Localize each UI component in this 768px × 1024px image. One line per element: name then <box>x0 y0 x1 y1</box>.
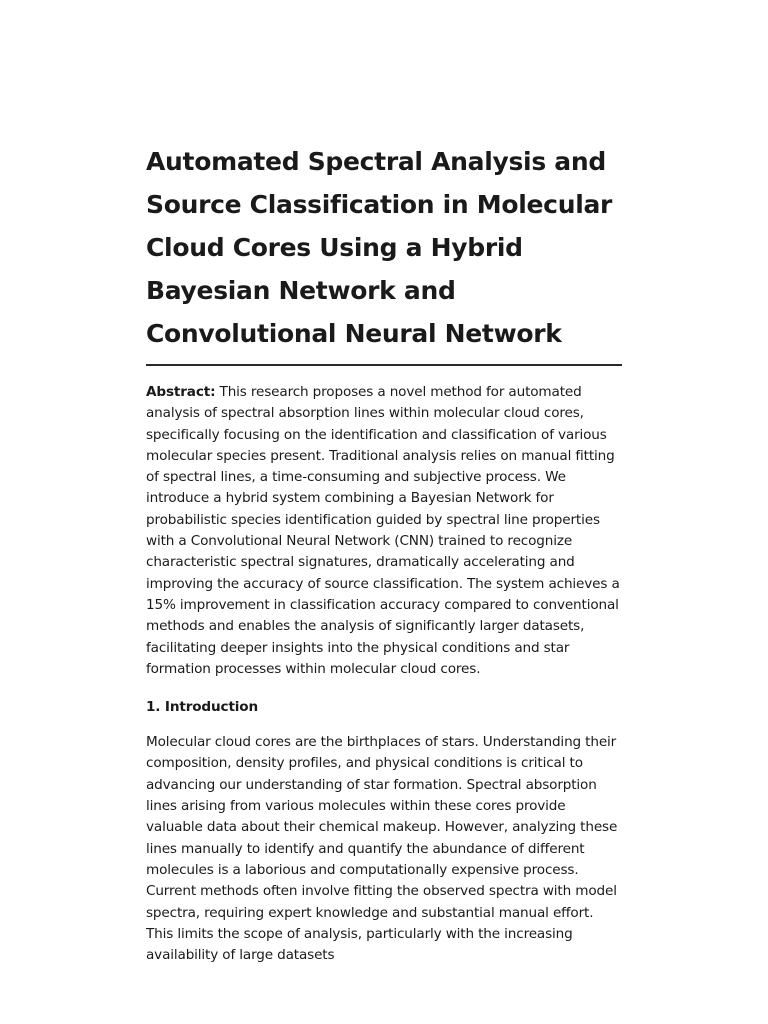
abstract <box>146 382 622 680</box>
title-divider <box>146 364 622 366</box>
abstract-text: This research proposes a novel method for automated analysis of spectral absorption lines within molecular cloud cores, specifically focusing on the identification and classification of various molecular species present. Traditional analysis relies on manual fitting of spectral lines, a time-consuming and subjective process. We introduce a hybrid system combining a Bayesian Network for probabilistic species identification guided by spectral line properties with a Convolutional Neural Network (CNN) trained to recognize characteristic spectral signatures, dramatically accelerating and improving the accuracy of source classification. The system achieves a 15% improvement in classification accuracy compared to conventional methods and enables the analysis of significantly larger datasets, facilitating deeper insights into the physical conditions and star formation processes within molecular cloud cores. <box>146 384 620 677</box>
paper-title: Automated Spectral Analysis and Source Classification in Molecular Cloud Cores Using a Hybrid Bayesian Network and Convolutional Neural Network <box>146 147 613 348</box>
abstract-label: Abstract: <box>146 384 216 400</box>
paper-page <box>146 140 622 966</box>
section-heading-introduction: 1. Introduction <box>146 699 259 716</box>
introduction-paragraph: Molecular cloud cores are the birthplaces of stars. Understanding their composition, density profiles, and physical conditions is critical to advancing our understanding of star formation. Spectral absorption lines arising from various molecules within these cores provide valuable data about their chemical makeup. However, analyzing these lines manually to identify and quantify the abundance of different molecules is a laborious and computationally expensive process. Current methods often involve fitting the observed spectra with model spectra, requiring expert knowledge and substantial manual effort. This limits the scope of analysis, particularly with the increasing availability of large datasets <box>146 734 618 964</box>
